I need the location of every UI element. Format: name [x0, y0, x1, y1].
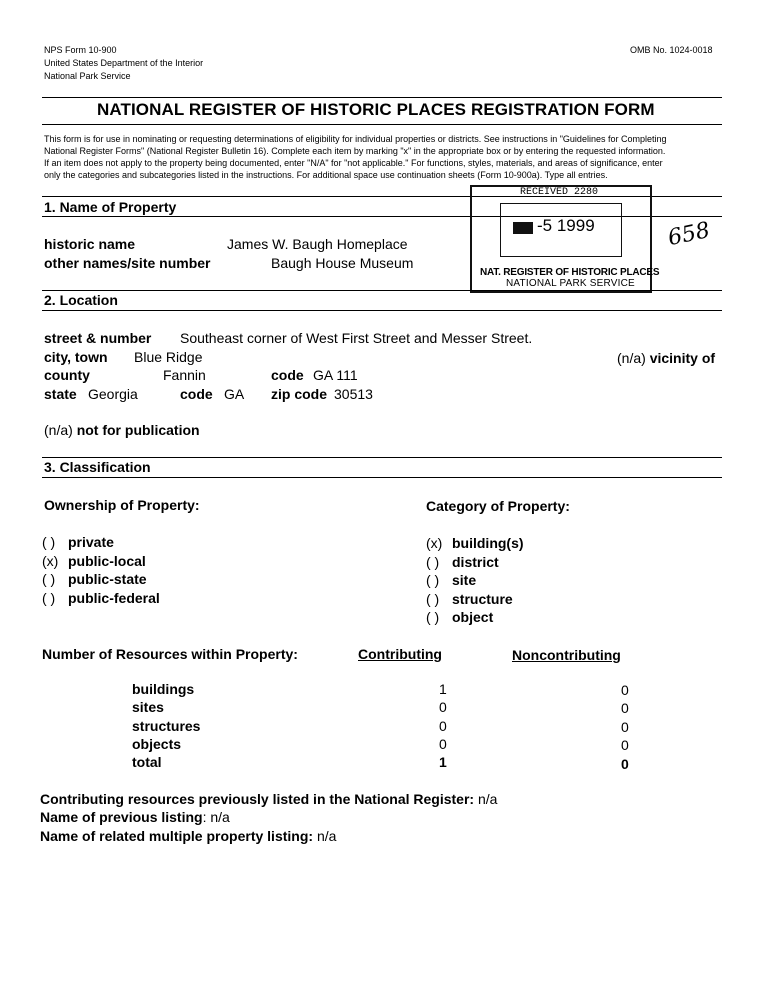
state-value: Georgia [88, 386, 138, 402]
checkbox-mark[interactable]: (x) [426, 535, 443, 551]
option-label: building(s) [452, 535, 524, 551]
state-label: state [44, 386, 77, 402]
contributing-count: 1 [439, 681, 447, 697]
related-listing-value: n/a [316, 828, 337, 844]
stamp-date-text: -5 1999 [537, 216, 595, 235]
intro-paragraph [44, 133, 734, 181]
county-label: county [44, 367, 90, 383]
handwritten-number: 658 [665, 217, 713, 252]
vicinity-field [617, 350, 715, 366]
contributing-count: 0 [439, 736, 447, 752]
resource-label: sites [132, 699, 164, 715]
contributing-count: 0 [439, 699, 447, 715]
zip-label: zip code [271, 386, 328, 402]
noncontributing-count: 0 [621, 700, 629, 716]
street-value: Southeast corner of West First Street and Messer Street. [180, 330, 533, 346]
option-label: public-state [68, 571, 147, 587]
resource-label: total [132, 754, 162, 770]
checkbox-mark[interactable]: ( ) [426, 591, 440, 607]
stamp-line-2: NATIONAL PARK SERVICE [506, 278, 635, 289]
vicinity-label: vicinity of [649, 350, 716, 366]
department-name: United States Department of the Interior [44, 58, 204, 68]
category-option [426, 554, 499, 570]
county-code-value: GA 111 [313, 367, 358, 383]
historic-name-value: James W. Baugh Homeplace [227, 236, 408, 252]
option-label: structure [452, 591, 513, 607]
city-label: city, town [44, 349, 108, 365]
contributing-count: 0 [439, 718, 447, 734]
publication-label: not for publication [76, 422, 200, 438]
county-code-label: code [271, 367, 304, 383]
publication-mark: (n/a) [44, 422, 73, 438]
category-option [426, 572, 476, 588]
checkbox-mark[interactable]: (x) [42, 553, 59, 569]
related-listing-label: Name of related multiple property listing: [40, 828, 314, 844]
title-top-rule [42, 97, 722, 98]
section2-heading: 2. Location [44, 292, 118, 308]
category-option [426, 591, 513, 607]
county-value: Fannin [163, 367, 206, 383]
resource-label: structures [132, 718, 201, 734]
state-code-value: GA [224, 386, 245, 402]
previously-listed-label: Contributing resources previously listed in the National Register: [40, 791, 475, 807]
intro-line: If an item does not apply to the property being documented, enter "N/A" for "not applicable." For functions, styles, materials, and areas of significance, enter [44, 158, 663, 168]
section2-top-rule [42, 290, 722, 291]
noncontributing-count: 0 [621, 719, 629, 735]
stamp-date-box [500, 203, 622, 257]
noncontributing-count: 0 [621, 737, 629, 753]
related-listing-line [40, 828, 336, 844]
ownership-heading: Ownership of Property: [44, 497, 200, 513]
ownership-option [42, 571, 147, 587]
checkbox-mark[interactable]: ( ) [426, 554, 440, 570]
form-number: NPS Form 10-900 [44, 45, 117, 55]
section3-top-rule [42, 457, 722, 458]
title-bottom-rule [42, 124, 722, 125]
not-for-publication-field [44, 422, 200, 438]
noncontributing-count: 0 [621, 756, 629, 772]
stamp-line-1: NAT. REGISTER OF HISTORIC PLACES [480, 267, 660, 278]
ownership-option [42, 553, 146, 569]
option-label: private [68, 534, 114, 550]
intro-line: National Register Forms" (National Register Bulletin 16). Complete each item by marking "x" in the appropriate box or by entering the requested information. [44, 146, 666, 156]
checkbox-mark[interactable]: ( ) [42, 571, 56, 587]
noncontributing-column-header: Noncontributing [512, 647, 621, 663]
resource-label: buildings [132, 681, 195, 697]
omb-number: OMB No. 1024-0018 [630, 45, 713, 55]
section1-heading: 1. Name of Property [44, 199, 177, 215]
previously-listed-line [40, 791, 497, 807]
stamp-redacted-mark [513, 222, 533, 234]
option-label: site [452, 572, 477, 588]
option-label: public-local [68, 553, 146, 569]
received-stamp [470, 185, 660, 293]
section2-bottom-rule [42, 310, 722, 311]
city-value: Blue Ridge [134, 349, 203, 365]
stamp-received-text: RECEIVED 2280 [520, 187, 599, 198]
intro-line: only the categories and subcategories listed in the instructions. For additional space use continuation sheets (Form 10-900a). Type all entries. [44, 170, 608, 180]
historic-name-label: historic name [44, 236, 136, 252]
state-code-label: code [180, 386, 213, 402]
noncontributing-count: 0 [621, 682, 629, 698]
vicinity-mark: (n/a) [617, 350, 646, 366]
previous-listing-label: Name of previous listing [40, 809, 203, 825]
other-names-value: Baugh House Museum [271, 255, 414, 271]
contributing-column-header: Contributing [358, 646, 442, 662]
category-option [426, 609, 493, 625]
category-heading: Category of Property: [426, 498, 570, 514]
street-label: street & number [44, 330, 152, 346]
form-title: NATIONAL REGISTER OF HISTORIC PLACES REGISTRATION FORM [97, 100, 655, 119]
intro-line: This form is for use in nominating or requesting determinations of eligibility for individual properties or districts. See instructions in "Guidelines for Completing [44, 134, 667, 144]
service-name: National Park Service [44, 71, 131, 81]
previously-listed-value: n/a [477, 791, 498, 807]
previous-listing-value: : n/a [202, 809, 230, 825]
checkbox-mark[interactable]: ( ) [42, 590, 56, 606]
contributing-count: 1 [439, 754, 447, 770]
resource-label: objects [132, 736, 182, 752]
resources-heading: Number of Resources within Property: [42, 646, 298, 662]
previous-listing-line [40, 809, 230, 825]
other-names-label: other names/site number [44, 255, 211, 271]
checkbox-mark[interactable]: ( ) [42, 534, 56, 550]
section3-heading: 3. Classification [44, 459, 151, 475]
option-label: district [452, 554, 499, 570]
checkbox-mark[interactable]: ( ) [426, 609, 440, 625]
checkbox-mark[interactable]: ( ) [426, 572, 440, 588]
ownership-option [42, 590, 160, 606]
zip-value: 30513 [334, 386, 373, 402]
option-label: public-federal [68, 590, 160, 606]
option-label: object [452, 609, 494, 625]
category-option [426, 535, 524, 551]
section3-bottom-rule [42, 477, 722, 478]
ownership-option [42, 534, 114, 550]
